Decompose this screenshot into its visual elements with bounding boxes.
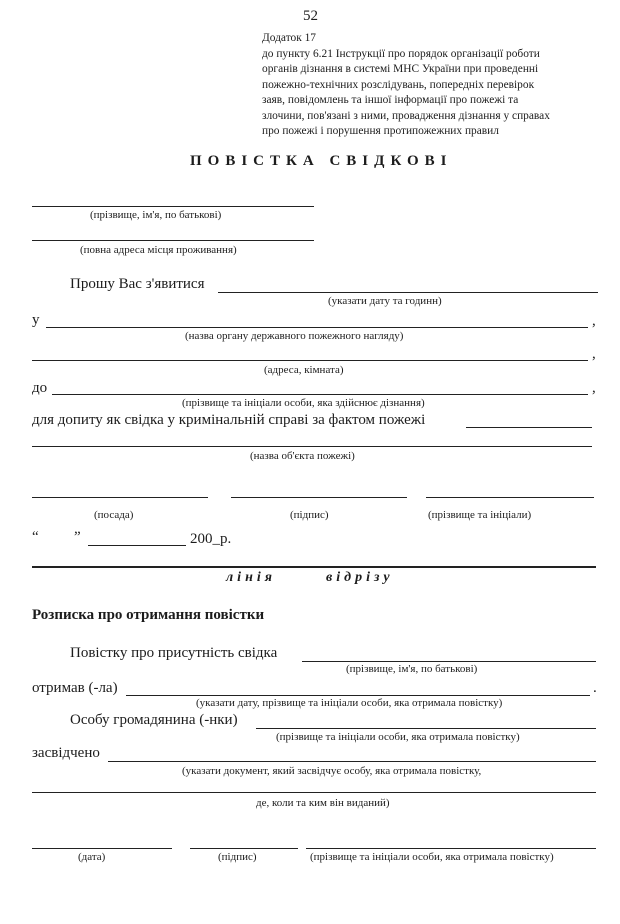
address-field-line[interactable] (32, 240, 314, 241)
receipt-signature-caption: (підпис) (218, 851, 257, 863)
received-caption: (указати дату, прізвище та ініціали особи, яка отримала повістку) (196, 697, 503, 709)
name-caption: (прізвище, ім'я, по батькові) (90, 209, 222, 221)
witness-name-caption: (прізвище, ім'я, по батькові) (346, 663, 478, 675)
appendix-line: заяв, повідомлень та іншої інформації про пожежі та (262, 94, 519, 106)
date-caption: (указати дату та годинн) (328, 295, 442, 307)
appendix-line: злочини, пов'язані з ними, провадження дізнання у справах (262, 109, 550, 122)
received-field-line[interactable] (126, 695, 590, 696)
document-field-line[interactable] (32, 792, 596, 793)
issue-date-field-line[interactable] (88, 545, 186, 546)
receipt-signature-field-line[interactable] (190, 848, 298, 849)
receipt-line1-text: Повістку про присутність свідка (70, 645, 278, 661)
investigator-caption: (прізвище та ініціали особи, яка здійснює дізнання) (182, 397, 425, 409)
investigator-field-line[interactable] (52, 394, 588, 395)
room-caption: (адреса, кімната) (264, 364, 344, 376)
at-prefix: у (32, 312, 40, 328)
receipt-line3-text: Особу громадянина (-нки) (70, 712, 238, 728)
receipt-date-field-line[interactable] (32, 848, 172, 849)
appendix-line: про пожежі і порушення протипожежних правил (262, 125, 499, 137)
request-text: Прошу Вас з'явитися (70, 276, 205, 292)
cut-line (32, 566, 596, 568)
appendix-line: пожежно-технічних розслідувань, попередніх перевірок (262, 78, 535, 91)
quote-open: “ (32, 529, 39, 545)
comma: , (592, 313, 596, 329)
receipt-initials-field-line[interactable] (306, 848, 596, 849)
signature-field-line[interactable] (231, 497, 407, 498)
comma: , (592, 346, 596, 362)
citizen-field-line[interactable] (256, 728, 596, 729)
period: . (593, 680, 597, 696)
organ-caption: (назва органу державного пожежного нагляду) (185, 330, 404, 342)
certified-field-line[interactable] (108, 761, 596, 762)
witness-name-field-line[interactable] (302, 661, 596, 662)
appendix-header (262, 31, 598, 140)
appendix-line: органів дізнання в системі МНС України при проведенні (262, 63, 539, 75)
address-caption: (повна адреса місця проживання) (80, 244, 237, 256)
room-field-line[interactable] (32, 360, 588, 361)
purpose-text: для допиту як свідка у кримінальній справі за фактом пожежі (32, 412, 426, 428)
initials-caption: (прізвище та ініціали) (428, 509, 532, 521)
position-caption: (посада) (94, 509, 134, 521)
position-field-line[interactable] (32, 497, 208, 498)
document-title: ПОВІСТКА СВІДКОВІ (190, 153, 453, 169)
appendix-line: до пункту 6.21 Інструкції про порядок організації роботи (262, 47, 540, 60)
document-caption: де, коли та ким він виданий) (256, 797, 390, 809)
certified-caption: (указати документ, який засвідчує особу, яка отримала повістку, (182, 765, 482, 777)
date-field-line[interactable] (218, 292, 598, 293)
quote-close: ” (74, 529, 81, 545)
object-caption: (назва об'єкта пожежі) (250, 450, 355, 462)
receipt-initials-caption: (прізвище та ініціали особи, яка отримала повістку) (310, 851, 554, 863)
year-text: 200_р. (190, 531, 232, 547)
initials-field-line[interactable] (426, 497, 594, 498)
citizen-caption: (прізвище та ініціали особи, яка отримала повістку) (276, 731, 520, 743)
organ-field-line[interactable] (46, 327, 588, 328)
receipt-line4-text: засвідчено (32, 745, 100, 761)
appendix-label: Додаток 17 (262, 32, 316, 44)
receipt-date-caption: (дата) (78, 851, 106, 863)
fire-fact-field-line[interactable] (466, 427, 592, 428)
cut-label-word1: лінія (226, 570, 276, 585)
name-field-line[interactable] (32, 206, 314, 207)
page-number: 52 (303, 8, 318, 24)
object-field-line[interactable] (32, 446, 592, 447)
to-prefix: до (32, 380, 48, 396)
receipt-heading: Розписка про отримання повістки (32, 607, 265, 623)
signature-caption: (підпис) (290, 509, 329, 521)
comma: , (592, 380, 596, 396)
cut-label-word2: відрізу (326, 570, 394, 585)
receipt-line2-text: отримав (-ла) (32, 680, 118, 696)
